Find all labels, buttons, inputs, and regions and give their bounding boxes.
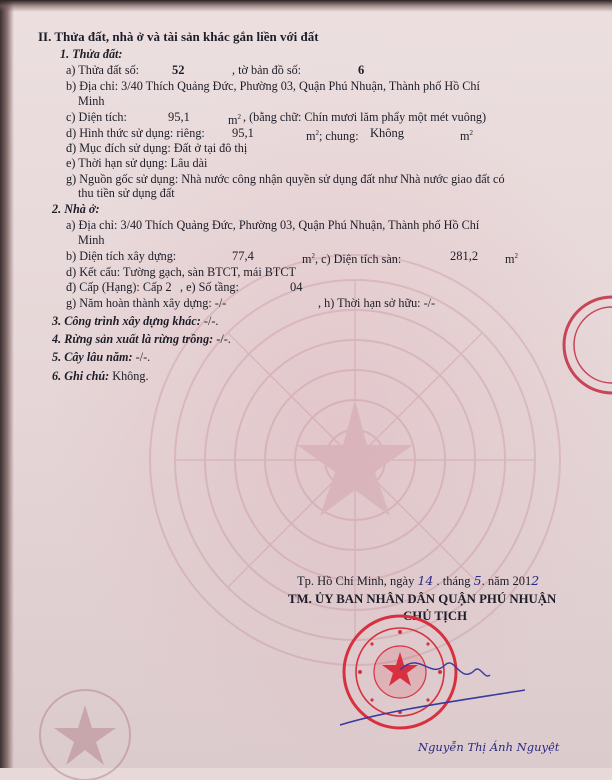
other-construction: 3. Công trình xây dựng khác: -/-. (52, 314, 219, 328)
use-form-label: d) Hình thức sử dụng: riêng: (66, 126, 205, 140)
use-common-value: Không (370, 126, 405, 140)
house-structure: d) Kết cấu: Tường gạch, sàn BTCT, mái BTCT (66, 265, 296, 279)
side-seal-icon (560, 290, 612, 400)
map-number: 6 (358, 63, 365, 77)
signer-name: Nguyễn Thị Ánh Nguyệt (418, 740, 560, 754)
place-date: Tp. Hồ Chí Minh, ngày 14 . tháng 5. năm 2012 (297, 573, 540, 588)
house-address: a) Địa chỉ: 3/40 Thích Quảng Đức, Phường 03, Quận Phú Nhuận, Thành phố Hồ Chí (66, 218, 480, 232)
completion-year: g) Năm hoàn thành xây dựng: -/- (66, 296, 227, 310)
area-label: c) Diện tích: (66, 110, 127, 124)
land-address: b) Địa chỉ: 3/40 Thích Quảng Đức, Phường 03, Quận Phú Nhuận, Thành phố Hồ Chí (66, 79, 480, 93)
area-words: , (bằng chữ: Chín mươi lăm phẩy một mét vuông) (243, 110, 487, 124)
parcel-label: a) Thửa đất số: (66, 63, 140, 77)
use-private-value: 95,1 (232, 126, 254, 140)
page-shadow-left (0, 0, 14, 768)
land-origin-cont: thu tiền sử dụng đất (78, 186, 175, 200)
land-origin: g) Nguồn gốc sử dụng: Nhà nước công nhận quyền sử dụng đất như Nhà nước giao đất có (66, 172, 505, 186)
page-shadow-top (0, 0, 612, 12)
floor-area-unit: $m^2$ (505, 252, 518, 267)
land-heading: 1. Thửa đất: (60, 47, 123, 61)
build-area-value: 77,4 (232, 249, 254, 263)
section-title: II. Thửa đất, nhà ở và tài sản khác gắn liền với đất (38, 29, 319, 44)
floors-value: 04 (290, 280, 303, 294)
perennial-trees: 5. Cây lâu năm: -/-. (52, 350, 151, 364)
house-heading: 2. Nhà ở: (52, 202, 100, 216)
area-value: 95,1 (168, 110, 190, 124)
area-unit: $m^2$ (228, 113, 241, 128)
house-address-cont: Minh (78, 233, 105, 247)
ownership-term: , h) Thời hạn sở hữu: -/- (318, 296, 436, 310)
map-label: , tờ bản đồ số: (232, 63, 302, 77)
notes: 6. Ghi chú: Không. (52, 369, 149, 383)
house-grade: đ) Cấp (Hạng): Cấp 2 (66, 280, 172, 294)
issuing-authority: TM. ỦY BAN NHÂN DÂN QUẬN PHÚ NHUẬN (288, 592, 557, 606)
bronze-drum-watermark-icon (145, 250, 565, 670)
use-common-unit: $m^2$ (460, 129, 473, 144)
land-duration: e) Thời hạn sử dụng: Lâu dài (66, 156, 208, 170)
signer-position: CHỦ TỊCH (403, 609, 468, 623)
parcel-number: 52 (172, 63, 185, 77)
build-area-label: b) Diện tích xây dựng: (66, 249, 177, 263)
use-private-unit: $m^2$; chung: (306, 129, 359, 144)
emblem-watermark-icon (30, 680, 140, 780)
signature-icon (330, 640, 530, 730)
build-area-unit: $m^2$, c) Diện tích sàn: (302, 252, 402, 267)
floor-area-value: 281,2 (450, 249, 479, 263)
planted-forest: 4. Rừng sản xuất là rừng trồng: -/-. (52, 332, 231, 346)
floors-label: , e) Số tầng: (180, 280, 239, 294)
land-address-cont: Minh (78, 94, 105, 108)
land-purpose: đ) Mục đích sử dụng: Đất ở tại đô thị (66, 141, 248, 155)
